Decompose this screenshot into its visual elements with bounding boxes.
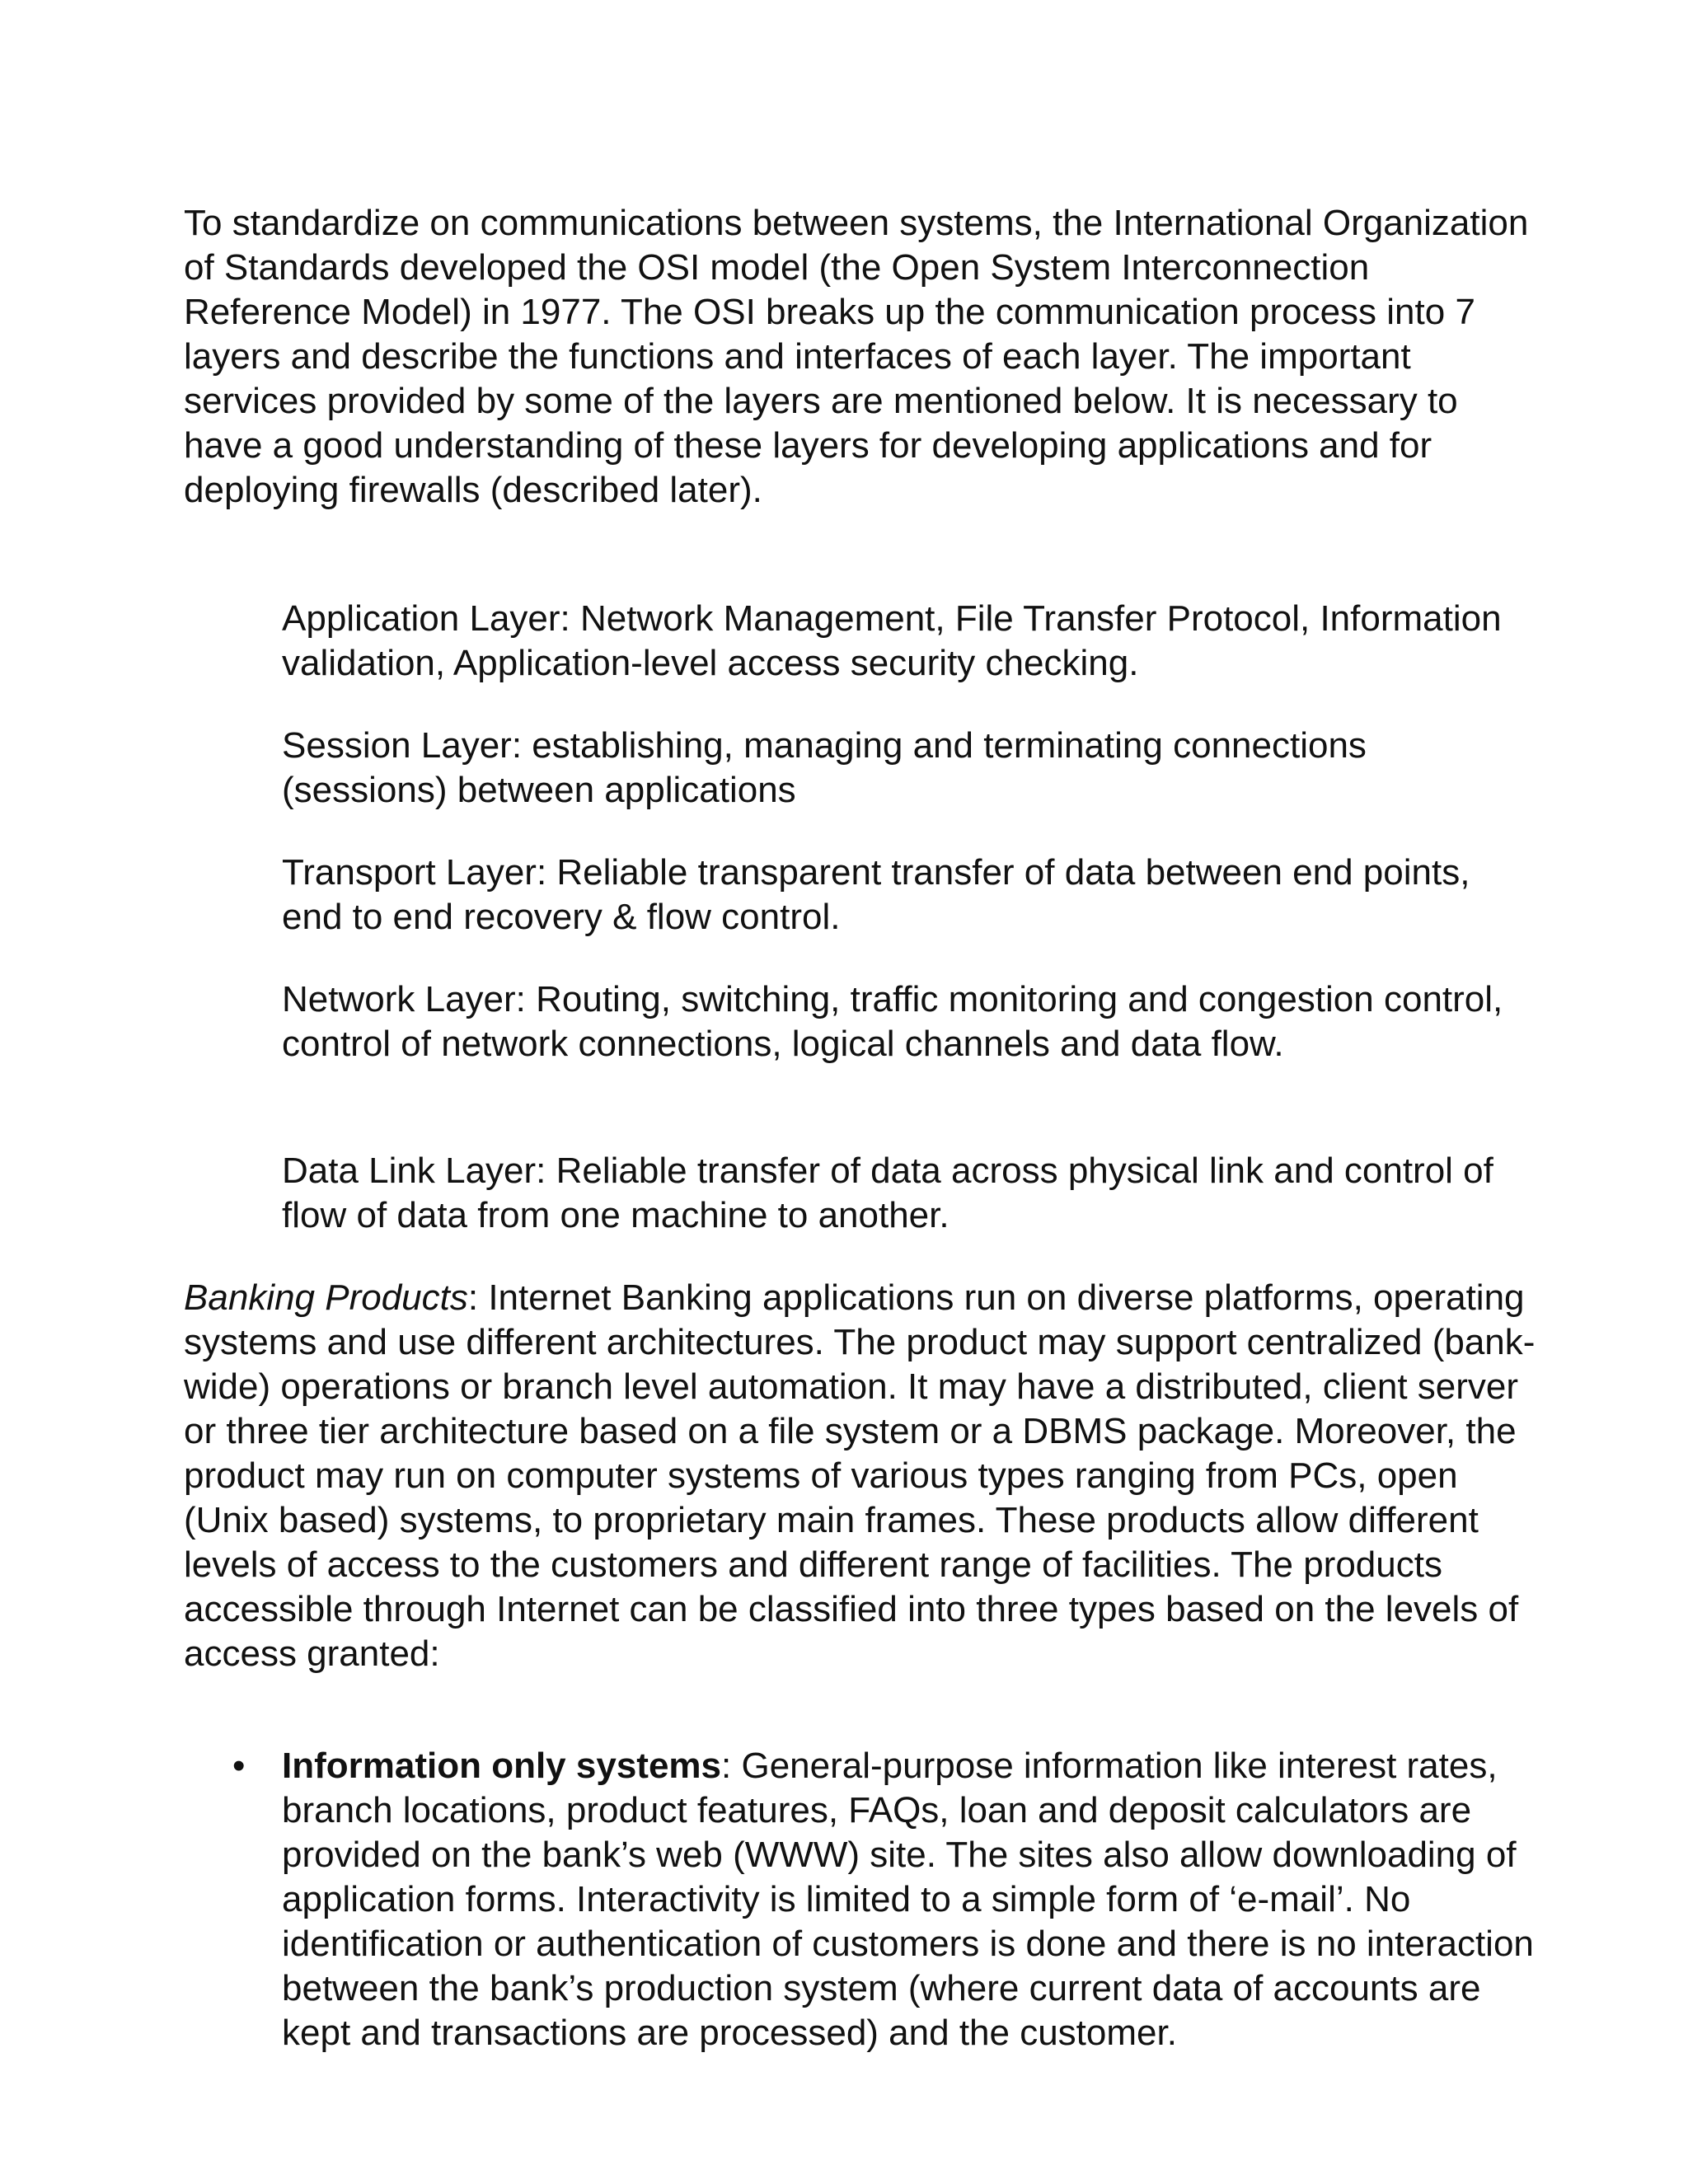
access-types-list xyxy=(231,1744,1541,2055)
intro-paragraph: To standardize on communications between systems, the International Organization of Standards developed the OSI model (the Open System Interconnection Reference Model) in 1977. The OSI breaks up the communication process into 7 layers and describe the functions and interfaces of each layer. The important services provided by some of the layers are mentioned below. It is necessary to have a good understanding of these layers for developing applications and for deploying firewalls (described later). xyxy=(184,203,1529,510)
banking-products-text: : Internet Banking applications run on diverse platforms, operating systems and use different architectures. The product may support centralized (bank-wide) operations or branch level automation. It may have a distributed, client server or three tier architecture based on a file system or a DBMS package. Moreover, the product may run on computer systems of various types ranging from PCs, open (Unix based) systems, to proprietary main frames. These products allow different levels of access to the customers and different range of facilities. The products accessible through Internet can be classified into three types based on the levels of access granted: xyxy=(184,1277,1536,1674)
banking-products-term: Banking Products xyxy=(184,1277,468,1318)
data-link-layer-item: Data Link Layer: Reliable transfer of data across physical link and control of flow of data from one machine to another. xyxy=(282,1151,1493,1235)
transport-layer-item: Transport Layer: Reliable transparent transfer of data between end points, end to end recovery & flow control. xyxy=(282,852,1470,937)
network-layer-item: Network Layer: Routing, switching, traffic monitoring and congestion control, control of network connections, logical channels and data flow. xyxy=(282,979,1503,1064)
session-layer-item: Session Layer: establishing, managing and terminating connections (sessions) between applications xyxy=(282,725,1367,810)
information-only-systems-text: : General-purpose information like interest rates, branch locations, product features, FAQs, loan and deposit calculators are provided on the bank’s web (WWW) site. The sites also allow downloading of application forms. Interactivity is limited to a simple form of ‘e-mail’. No identification or authentication of customers is done and there is no interaction between the bank’s production system (where current data of accounts are kept and transactions are processed) and the customer. xyxy=(282,1746,1534,2053)
application-layer-item: Application Layer: Network Management, File Transfer Protocol, Information validation, Application-level access security checking. xyxy=(282,598,1502,683)
banking-products-paragraph xyxy=(184,1276,1536,1676)
bullet-icon: • xyxy=(232,1746,246,1786)
information-only-systems-term: Information only systems xyxy=(282,1746,722,1786)
list-item xyxy=(231,1744,1541,2055)
